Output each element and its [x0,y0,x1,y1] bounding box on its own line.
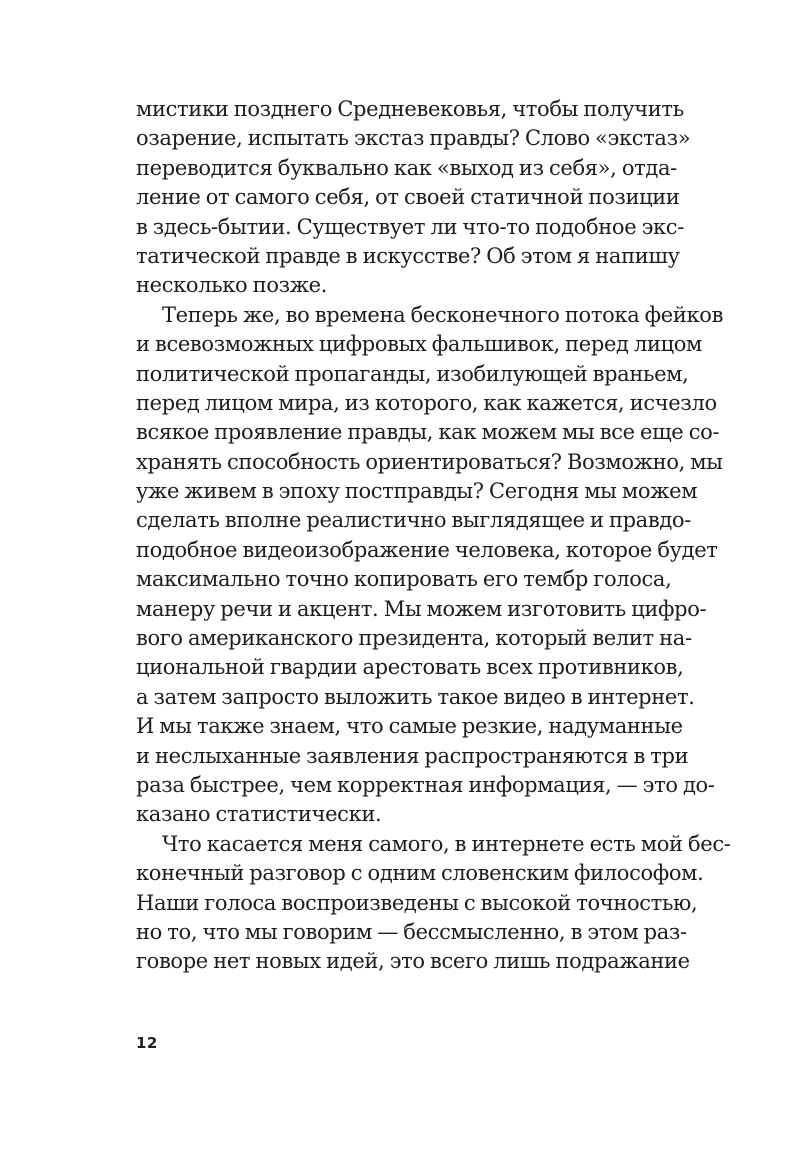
text-line: а затем запросто выложить такое видео в интернет. [136,684,695,709]
text-line: максимально точно копировать его тембр голоса, [136,567,672,592]
text-line: всякое проявление правды, как можем мы все еще со- [136,420,720,445]
text-line: уже живем в эпоху постправды? Сегодня мы можем [136,479,698,504]
text-line: подобное видеоизображение человека, которое будет [136,537,718,562]
text-line: вого американского президента, который велит на- [136,626,692,651]
text-line: и всевозможных цифровых фальшивок, перед лицом [136,332,703,357]
text-line: Наши голоса воспроизведены с высокой точностью, [136,890,698,915]
text-line: несколько позже. [136,273,328,298]
text-line: политической пропаганды, изобилующей враньем, [136,361,689,386]
text-line: ление от самого себя, от своей статичной позиции [136,185,680,210]
text-line: казано статистически. [136,802,382,827]
body-text [136,95,731,977]
text-line: перед лицом мира, из которого, как кажется, исчезло [136,390,717,415]
text-line: мистики позднего Средневековья, чтобы получить [136,97,684,121]
text-line: и неслыханные заявления распространяются в три [136,743,689,768]
page-number: 12 [136,1034,158,1052]
text-line: манеру речи и акцент. Мы можем изготовить цифро- [136,596,707,621]
text-line: хранять способность ориентироваться? Возможно, мы [136,449,723,474]
text-line: переводится буквально как «выход из себя», отда- [136,155,677,180]
text-line: татической правде в искусстве? Об этом я напишу [136,243,680,268]
text-line: конечный разговор с одним словенским философом. [136,861,704,886]
text-line: Что касается меня самого, в интернете есть мой бес- [162,831,731,856]
text-line: озарение, испытать экстаз правды? Слово «экстаз» [136,126,691,151]
text-line: раза быстрее, чем корректная информация, — это до- [136,772,715,797]
text-line: Теперь же, во времена бесконечного потока фейков [162,302,724,327]
text-line: но то, что мы говорим — бессмысленно, в этом раз- [136,919,687,944]
text-line: сделать вполне реалистично выглядящее и правдо- [136,508,691,533]
text-line: в здесь-бытии. Существует ли что-то подобное экс- [136,214,684,239]
text-line: циональной гвардии арестовать всех противников, [136,655,684,680]
text-line: И мы также знаем, что самые резкие, надуманные [136,714,683,739]
text-line: говоре нет новых идей, это всего лишь подражание [136,949,690,974]
